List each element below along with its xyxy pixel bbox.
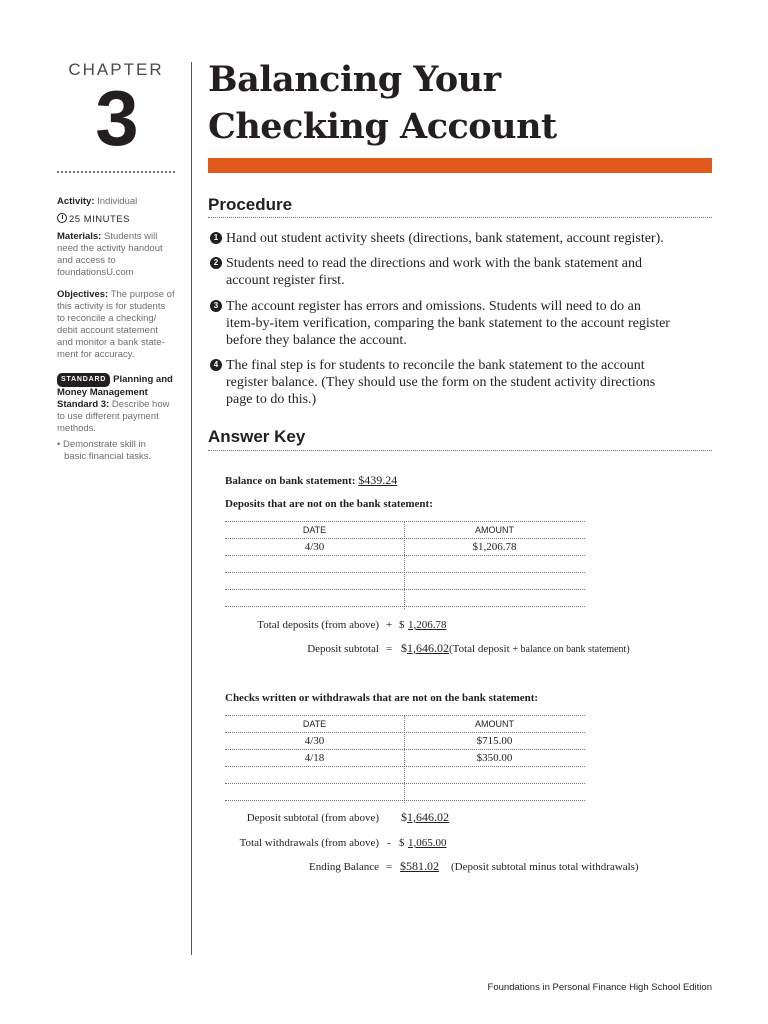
table-rule: [225, 766, 585, 767]
deposits-col-amount: AMOUNT: [475, 525, 514, 535]
step-number-icon: 2: [210, 257, 222, 269]
step-number-icon: 1: [210, 232, 222, 244]
table-rule: [225, 783, 585, 784]
withdrawal-amount-cell: $350.00: [476, 752, 513, 764]
activity-label: Activity:: [57, 196, 95, 207]
timer-icon: [57, 213, 67, 223]
standard-badge: STANDARD: [57, 373, 110, 387]
deposit-amount-cell: $1,206.78: [472, 541, 517, 553]
dollar-sign: $: [399, 619, 405, 631]
procedure-step: [210, 230, 710, 247]
step-line: The account register has errors and omissions. Students will need to do an: [226, 299, 641, 314]
table-rule: [225, 538, 585, 539]
activity-value: Individual: [97, 196, 138, 207]
objectives-line: The purpose of: [110, 289, 175, 300]
deposits-table-divider: [404, 521, 405, 609]
procedure-step: [210, 298, 710, 349]
objectives-line: ment for accuracy.: [57, 349, 135, 360]
procedure-step: [210, 255, 710, 289]
standard-title-line: Money Management: [57, 387, 148, 398]
answer-key-heading: Answer Key: [208, 427, 306, 446]
total-deposits-value: 1,206.78: [408, 619, 447, 631]
table-rule: [225, 732, 585, 733]
ending-balance-note: (Deposit subtotal minus total withdrawals): [451, 861, 639, 873]
table-rule: [225, 572, 585, 573]
deposit-subtotal-from-above-prefix: $: [401, 810, 407, 824]
materials-line: Students will: [104, 231, 158, 242]
table-rule: [225, 606, 585, 607]
deposit-subtotal-from-above-amount: [401, 810, 449, 825]
standard-desc-line: methods.: [57, 423, 97, 434]
materials-line: and access to: [57, 255, 116, 266]
step-line: The final step is for students to reconcile the bank statement to the account: [226, 358, 645, 373]
bank-balance-label: Balance on bank statement:: [225, 475, 356, 487]
standard-bullet: [57, 439, 177, 463]
page-title: [208, 56, 557, 150]
step-line: item-by-item verification, comparing the bank statement to the account register: [226, 316, 670, 331]
deposit-subtotal-value: 1,646.02: [407, 641, 449, 655]
sidebar-divider: [57, 171, 175, 173]
standard-desc-line: to use different payment: [57, 411, 159, 422]
deposits-col-date: DATE: [302, 525, 327, 535]
withdrawals-heading: Checks written or withdrawals that are not on the bank statement:: [225, 692, 539, 704]
table-rule: [225, 589, 585, 590]
deposit-subtotal-label: Deposit subtotal: [307, 643, 379, 655]
step-line: account register first.: [226, 273, 345, 288]
deposit-subtotal-amount: [401, 641, 630, 656]
title-accent-bar: [208, 158, 712, 173]
deposits-heading: Deposits that are not on the bank statement:: [225, 498, 433, 510]
title-line: Balancing Your: [208, 59, 501, 100]
materials-label: Materials:: [57, 231, 102, 242]
answer-key-rule: [208, 450, 712, 451]
deposit-date-cell: 4/30: [304, 541, 325, 553]
total-withdrawals-value: 1,065.00: [408, 837, 447, 849]
withdrawals-col-date: DATE: [302, 719, 327, 729]
standard-title-line: Planning and: [113, 374, 173, 385]
withdrawal-amount-cell: $715.00: [476, 735, 513, 747]
deposit-subtotal-note-main: (Total deposit: [449, 643, 513, 655]
materials-info: [57, 231, 177, 279]
step-line: Students need to read the directions and work with the bank statement and: [226, 256, 643, 271]
table-rule: [225, 749, 585, 750]
minus-sign: -: [387, 837, 391, 849]
withdrawal-date-cell: 4/18: [304, 752, 325, 764]
objectives-line: debit account statement: [57, 325, 158, 336]
objectives-info: [57, 289, 177, 361]
table-rule: [225, 715, 585, 716]
equals-sign: =: [386, 643, 393, 655]
standard-info: [57, 373, 177, 435]
objectives-label: Objectives:: [57, 289, 109, 300]
materials-line: need the activity handout: [57, 243, 163, 254]
objectives-line: and monitor a bank state-: [57, 337, 165, 348]
dollar-sign: $: [399, 837, 405, 849]
objectives-line: to reconcile a checking/: [57, 313, 157, 324]
plus-sign: +: [386, 619, 393, 631]
withdrawals-col-amount: AMOUNT: [475, 719, 514, 729]
standard-label: Standard 3:: [57, 399, 110, 410]
objectives-line: this activity is for students: [57, 301, 166, 312]
withdrawal-date-cell: 4/30: [304, 735, 325, 747]
vertical-divider: [191, 62, 192, 955]
table-rule: [225, 800, 585, 801]
procedure-step: [210, 357, 710, 408]
total-deposits-label: Total deposits (from above): [257, 619, 379, 631]
procedure-heading: Procedure: [208, 195, 293, 214]
deposit-subtotal-from-above-value: 1,646.02: [407, 810, 449, 824]
step-line: register balance. (They should use the form on the student activity directions: [226, 375, 656, 390]
deposit-subtotal-prefix: $: [401, 641, 407, 655]
page-footer: Foundations in Personal Finance High School Edition: [487, 982, 712, 993]
time-info: [57, 213, 177, 226]
step-line: Hand out student activity sheets (directions, bank statement, account register).: [226, 231, 664, 246]
ending-balance-label: Ending Balance: [309, 861, 379, 873]
procedure-rule: [208, 217, 712, 218]
step-line: page to do this.): [226, 392, 317, 407]
step-number-icon: 3: [210, 300, 222, 312]
step-line: before they balance the account.: [226, 333, 407, 348]
title-line: Checking Account: [208, 106, 557, 147]
chapter-label: CHAPTER: [68, 60, 164, 79]
bullet-line: basic financial tasks.: [64, 451, 152, 462]
bank-balance-value: $439.24: [358, 473, 398, 487]
table-rule: [225, 555, 585, 556]
standard-desc-line: Describe how: [111, 399, 170, 410]
bullet-line: • Demonstrate skill in: [57, 439, 146, 450]
step-number-icon: 4: [210, 359, 222, 371]
deposit-subtotal-from-above-label: Deposit subtotal (from above): [246, 812, 379, 824]
table-rule: [225, 521, 585, 522]
equals-sign: =: [386, 861, 393, 873]
chapter-number: 3: [95, 74, 137, 162]
bank-balance-line: [225, 473, 397, 488]
total-withdrawals-label: Total withdrawals (from above): [239, 837, 379, 849]
time-value: 25 MINUTES: [69, 214, 130, 225]
deposit-subtotal-note-rest: + balance on bank statement): [512, 644, 630, 655]
activity-info: [57, 196, 177, 208]
ending-balance-value: $581.02: [400, 859, 439, 873]
materials-line: foundationsU.com: [57, 267, 134, 278]
